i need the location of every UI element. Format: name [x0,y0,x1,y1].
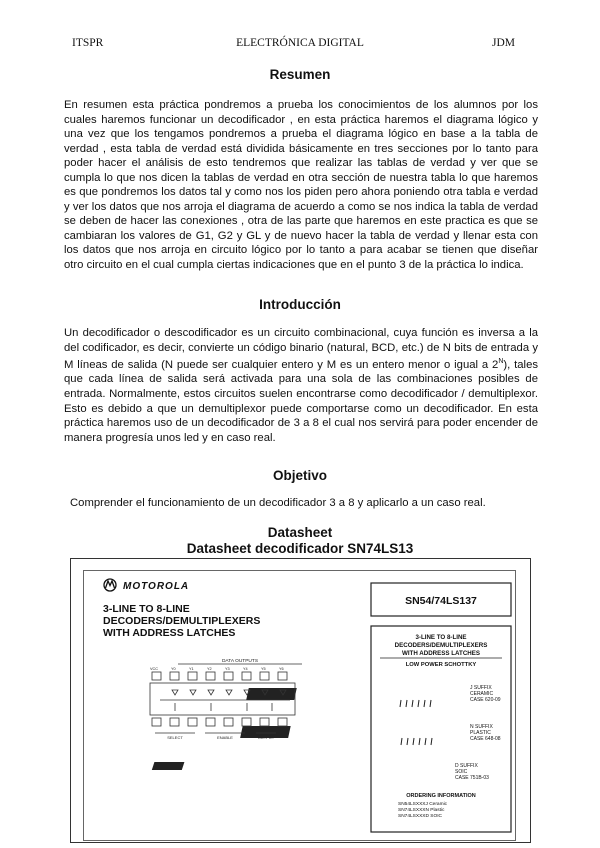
header-right: JDM [492,37,516,49]
introduccion-title: Introducción [259,297,341,312]
ordering-line-2: SN74LSXXXN Plastic [398,808,445,813]
header-center: ELECTRÓNICA DIGITAL [236,37,364,49]
introduccion-superscript: N [498,358,504,366]
datasheet-title: Datasheet [267,525,333,540]
motorola-brand: MOTOROLA [123,581,190,592]
pkg-n-line-1: N SUFFIX [470,724,493,730]
top-pins [152,672,287,680]
objetivo-title: Objetivo [272,468,327,483]
pkg-d-line-1: D SUFFIX [455,763,478,769]
ordering-line-1: SN54LSXXXJ Ceramic [398,802,448,807]
pkg-j-line-1: J SUFFIX [470,685,492,691]
pin-label-vcc: VCC [150,667,159,671]
pin-label-y1: Y1 [189,667,194,671]
info-box-line-2: DECODERS/DEMULTIPLEXERS [394,642,488,649]
pin-label-y3: Y3 [225,667,230,671]
info-box-subtitle: LOW POWER SCHOTTKY [405,662,477,668]
pkg-n-line-3: CASE 648-08 [470,736,501,742]
header-left: ITSPR [72,37,104,49]
pkg-j-line-3: CASE 620-09 [470,697,501,703]
resumen-paragraph: En resumen esta práctica pondremos a prueba los conocimientos de los alumnos por los cuales haremos funcionar un decodificador , en esta práctica haremos el diagrama lógico y una vez que los tengamos pondremos a prueba el diagrama lógico en base a la tabla de verdad , esta tabla de verdad está dividida básicamente en tres secciones por lo tanto para poder hacer el análisis de esto tendremos que realizar las tablas de verdad y ver que se cumpla lo que nos dicen la tablas de verdad en otra sección de nuestra tabla lo que haremos es que pondremos los datos tal y como nos los piden pero ahora poniendo otra tabla e verdad y ver los datos que nos arroja el diagrama de acuerdo a como se nos indica la tabla de verdad se deben de hacer las conexiones , otra de las parte que haremos en este practica es que se cambiaran los valores de G1, G2 y GL y de nuevo hacer la tabla de verdad y llenar esta con los datos que nos arroja en circuito lógico por lo tanto a para acabar se tienen que diseñar otro circuito en el cual cumpla ciertas indicaciones que en el punto 3 de la práctica lo indica. [64,99,538,272]
ordering-title: ORDERING INFORMATION [406,793,476,799]
ordering-line-3: SN74LSXXXD SOIC [398,814,442,819]
pin-label-y0: Y0 [171,667,176,671]
pin-label-y2: Y2 [207,667,212,671]
pin-label-y4: Y4 [243,667,248,671]
pin-label-y6: Y6 [279,667,284,671]
pkg-j-line-2: CERAMIC [470,691,494,697]
ds-heading-3: WITH ADDRESS LATCHES [103,627,236,639]
part-number: SN54/74LS137 [405,595,477,607]
introduccion-text-a: Un decodificador o descodificador es un circuito combinacional, cuya función es inversa a la del codificador, es decir, convierte un código binario (natural, BCD, etc.) de N bits de entrada y M líneas de salida (N puede ser cualquier entero y M es un entero menor o igual a 2 [64,327,538,371]
motorola-logo-icon [104,579,116,591]
pkg-d-line-3: CASE 751B-03 [455,775,489,781]
package-d-icon [152,762,185,770]
ds-heading-1: 3-LINE TO 8-LINE [103,603,190,615]
data-outputs-label: DATA OUTPUTS [221,659,259,664]
enable-label: ENABLE [217,735,233,740]
select-label: SELECT [167,735,183,740]
info-box-line-1: 3-LINE TO 8-LINE [415,634,467,641]
pkg-n-line-2: PLASTIC [470,730,491,736]
resumen-title: Resumen [269,67,331,82]
info-box-line-3: WITH ADDRESS LATCHES [401,650,481,657]
datasheet-subtitle: Datasheet decodificador SN74LS13 [186,541,414,556]
introduccion-text-b: ), tales que cada línea de salida será activada para una sola de las combinaciones posibles de entrada. Normalmente, estos circuitos suelen encontrarse como decodificador / demultiplexor. Esto es debido a que un demultiplexor puede comportarse como un decodificador. En esta práctica haremos uso de un decodificador de 3 a 8 el cual nos servirá para poder encender de manera progresía unos led y en caso real. [64,358,538,444]
objetivo-paragraph: Comprender el funcionamiento de un decodificador 3 a 8 y aplicarlo a un caso real. [70,497,486,509]
output-label: OUTPUT [257,735,275,740]
pkg-d-line-2: SOIC [455,769,468,775]
ds-heading-2: DECODERS/DEMULTIPLEXERS [103,615,261,627]
pin-label-y5: Y5 [261,667,266,671]
